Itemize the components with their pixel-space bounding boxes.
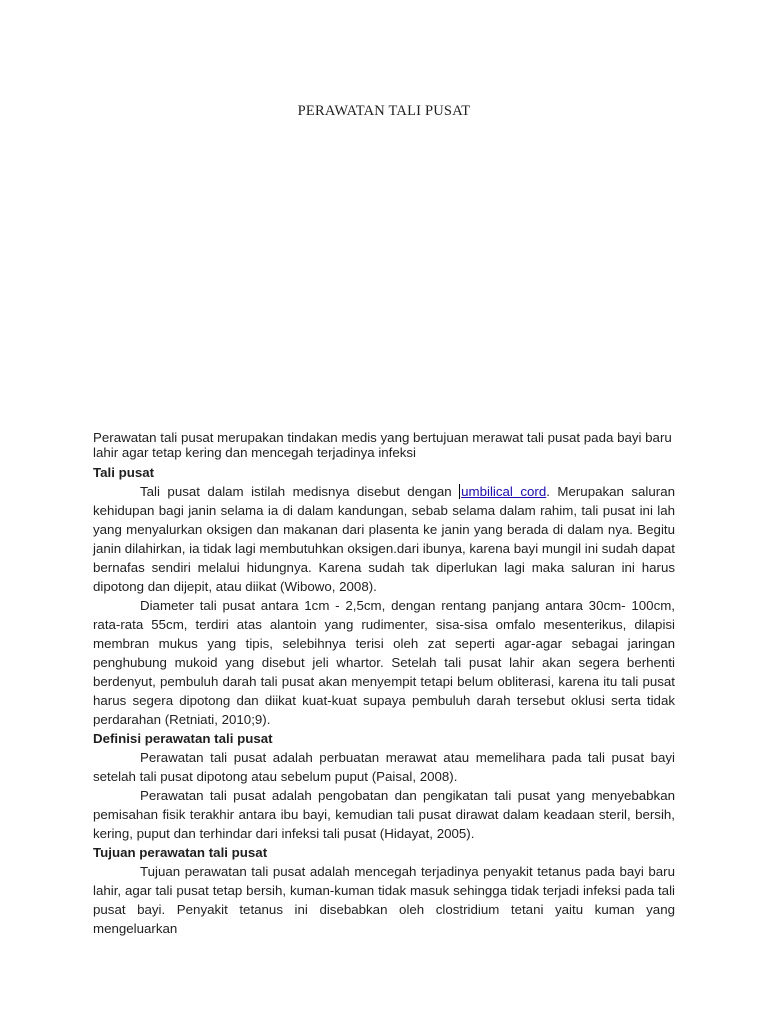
paragraph-text: Tali pusat dalam istilah medisnya disebut dengan (140, 484, 460, 499)
umbilical-cord-link[interactable]: umbilical cord (461, 484, 547, 499)
section-heading-definisi: Definisi perawatan tali pusat (93, 731, 273, 746)
paragraph-tujuan-1: Tujuan perawatan tali pusat adalah mencegah terjadinya penyakit tetanus pada bayi baru lahir, agar tali pusat tetap bersih, kuman-kuman tidak masuk sehingga tidak terjadi infeksi pada tali pusat bayi. Penyakit tetanus ini disebabkan oleh clostridium tetani yaitu kuman yang mengeluarkan (93, 864, 675, 936)
intro-paragraph: Perawatan tali pusat merupakan tindakan medis yang bertujuan merawat tali pusat pada bayi baru lahir agar tetap kering dan mencegah terjadinya infeksi (93, 430, 672, 460)
paragraph-tali-pusat-2: Diameter tali pusat antara 1cm - 2,5cm, dengan rentang panjang antara 30cm- 100cm, rata-rata 55cm, terdiri atas alantoin yang rudimenter, sisa-sisa omfalo mesenterikus, dilapisi membran mukus yang tipis, selebihnya terisi oleh zat seperti agar-agar sebagai jaringan penghubung mukoid yang disebut jeli whartor. Setelah tali pusat lahir akan segera berhenti berdenyut, pembuluh darah tali pusat akan menyempit tetapi belum obliterasi, karena itu tali pusat harus segera dipotong dan diikat kuat-kuat supaya pembuluh darah tersebut oklusi serta tidak perdarahan (Retniati, 2010;9). (93, 598, 675, 727)
section-heading-tujuan: Tujuan perawatan tali pusat (93, 845, 268, 860)
paragraph-definisi-1: Perawatan tali pusat adalah perbuatan merawat atau memelihara pada tali pusat bayi setelah tali pusat dipotong atau sebelum puput (Paisal, 2008). (93, 750, 675, 784)
paragraph-definisi-2: Perawatan tali pusat adalah pengobatan dan pengikatan tali pusat yang menyebabkan pemisahan fisik terakhir antara ibu bayi, kemudian tali pusat dirawat dalam keadaan steril, bersih, kering, puput dan terhindar dari infeksi tali pusat (Hidayat, 2005). (93, 788, 675, 841)
section-heading-tali-pusat: Tali pusat (93, 465, 155, 480)
paragraph-text: . Merupakan saluran kehidupan bagi janin selama ia di dalam kandungan, sebab selama dalam rahim, tali pusat ini lah yang menyalurkan oksigen dan makanan dari plasenta ke janin yang berada di dalam nya. Begitu janin dilahirkan, ia tidak lagi membutuhkan oksigen.dari ibunya, karena bayi mungil ini sudah dapat bernafas sendiri melalui hidungnya. Karena sudah tak diperlukan lagi maka saluran ini harus dipotong dan dijepit, atau diikat (Wibowo, 2008). (93, 484, 676, 594)
paragraph-tali-pusat-1 (93, 482, 675, 596)
page-title: PERAWATAN TALI PUSAT (297, 103, 471, 119)
document-body (93, 430, 675, 938)
